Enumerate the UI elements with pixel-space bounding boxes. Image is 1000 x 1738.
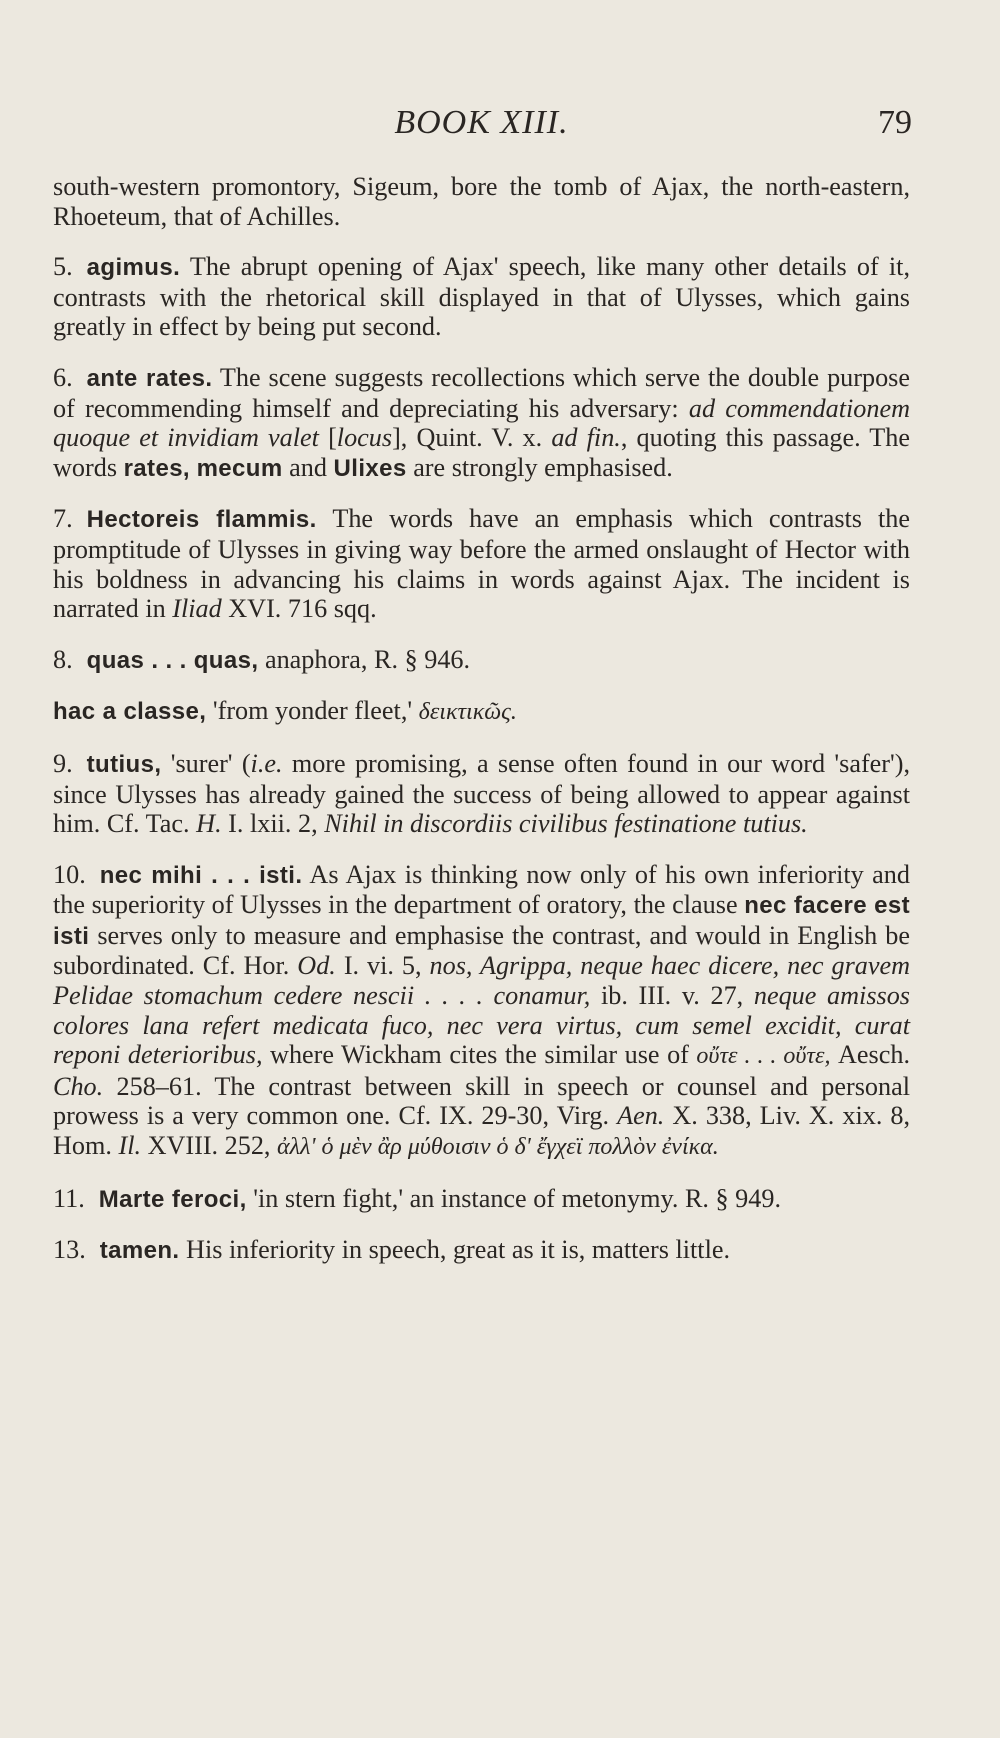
bold-term: mecum — [196, 454, 283, 482]
note-text: serves only to measure and emphasise the contrast, and would in English be subordinated. Cf. Hor. — [53, 920, 910, 981]
note-text: Aesch. — [838, 1040, 911, 1070]
note-hac-a-classe — [53, 696, 910, 728]
note-text: I. lxii. 2, — [228, 809, 318, 839]
note-number: 8. — [53, 644, 73, 674]
note-text: where Wickham cites the similar use of — [270, 1040, 689, 1070]
note-lemma: hac a classe, — [53, 698, 207, 726]
page-header — [53, 104, 910, 148]
note-text: , quoting this passage. The words — [53, 423, 910, 482]
note-11 — [53, 1184, 910, 1215]
note-10 — [53, 860, 910, 1163]
bold-term: Ulixes — [333, 454, 407, 482]
note-9 — [53, 749, 910, 839]
note-text: ib. III. v. 27, — [600, 981, 744, 1011]
note-text: 'in stern fight,' an instance of metonymy. R. § 949. — [253, 1183, 781, 1213]
note-lemma: tutius, — [86, 750, 162, 778]
note-lemma: nec mihi . . . isti. — [99, 861, 303, 889]
note-text: 'from yonder fleet,' — [212, 696, 413, 726]
note-text: more promising, a sense often found in our word 'safer'), since Ulysses has already gained the success of being allowed to appear against him. Cf. Tac. — [53, 748, 910, 839]
running-head: BOOK XIII. — [394, 104, 569, 141]
note-text: The words have an emphasis which contrasts the promptitude of Ulysses in giving way before the armed onslaught of Hector with his boldness in advancing his claims in words against Ajax. The incident is narrated in — [53, 504, 911, 624]
note-6 — [53, 363, 910, 483]
work-title: Iliad — [172, 594, 222, 624]
note-lemma: quas . . . quas, — [86, 646, 259, 674]
note-text: 258–61. The contrast between skill in speech or counsel and personal prowess is a very common one. Cf. IX. 29-30, Virg. — [53, 1071, 910, 1131]
note-text: [ — [328, 423, 337, 453]
note-text: ], Quint. V. x. — [392, 423, 543, 453]
note-lemma: Hectoreis flammis. — [86, 506, 317, 534]
note-lemma: tamen. — [99, 1237, 180, 1265]
work-title: Od. — [297, 951, 336, 981]
note-text: As Ajax is thinking now only of his own inferiority and the superiority of Ulysses in the department of oratory, the clause — [53, 859, 910, 920]
note-7 — [53, 504, 910, 623]
latin-word: locus — [336, 423, 393, 453]
note-text: His inferiority in speech, great as it is, matters little. — [186, 1235, 731, 1265]
latin-quote: Nihil in discordiis civilibus festinatione tutius. — [324, 809, 808, 839]
commentary-body — [53, 172, 910, 1287]
latin-abbrev: ad fin. — [551, 423, 621, 453]
work-title: Aen. — [617, 1101, 665, 1131]
page-number: 79 — [878, 104, 912, 141]
work-title: Il. — [118, 1131, 142, 1161]
greek-phrase: οὔτε . . . οὔτε, — [696, 1043, 831, 1070]
note-text: XVI. 716 sqq. — [228, 594, 377, 624]
work-title: Cho. — [53, 1071, 104, 1101]
greek-word: δεικτικῶς. — [418, 699, 517, 726]
note-text: XVIII. 252, — [147, 1131, 271, 1161]
note-lemma: ante rates. — [86, 364, 213, 392]
note-13 — [53, 1235, 910, 1266]
note-number: 9. — [53, 748, 73, 778]
latin-quote: ad commendationem quoque et invidiam valet — [53, 393, 910, 453]
note-number: 10. — [53, 859, 86, 889]
note-8 — [53, 645, 910, 676]
latin-quote: neque amissos colores lana refert medicata fuco, nec vera virtus, cum semel excidit, curat reponi deterioribus, — [53, 981, 911, 1070]
paragraph-text: south-western promontory, Sigeum, bore the tomb of Ajax, the north-eastern, Rhoeteum, that of Achilles. — [53, 172, 910, 231]
bold-term: nec facere est isti — [53, 892, 911, 950]
note-text: X. 338, Liv. X. xix. 8, Hom. — [53, 1101, 911, 1161]
note-number: 6. — [53, 362, 73, 392]
note-text: The scene suggests recollections which serve the double purpose of recommending himself and depreciating his adversary: — [53, 362, 910, 423]
bold-term: rates, — [123, 454, 191, 482]
work-title: H. — [196, 809, 222, 839]
note-text: 'surer' ( — [170, 748, 251, 778]
note-5 — [53, 252, 910, 342]
note-text: The abrupt opening of Ajax' speech, like many other details of it, contrasts with the rhetorical skill displayed in that of Ulysses, which gains greatly in effect by being put second. — [53, 252, 911, 342]
note-lemma: Marte feroci, — [98, 1185, 247, 1213]
note-number: 5. — [53, 252, 73, 282]
note-lemma: agimus. — [86, 254, 181, 282]
note-number: 11. — [53, 1183, 85, 1213]
note-text: I. vi. 5, — [343, 951, 422, 981]
note-text: anaphora, R. § 946. — [264, 644, 471, 674]
latin-abbrev: i.e. — [250, 748, 283, 778]
note-text: and — [289, 452, 327, 482]
continued-paragraph — [53, 172, 910, 231]
latin-quote: nos, Agrippa, neque haec dicere, nec gravem Pelidae stomachum cedere nescii . . . . conamur, — [53, 951, 911, 1011]
greek-phrase: ἀλλ' ὁ μὲν ἂρ μύθοισιν ὁ δ' ἔγχεϊ πολλὸν ἐνίκα. — [277, 1134, 719, 1161]
note-number: 13. — [53, 1235, 86, 1265]
note-number: 7. — [53, 504, 73, 534]
note-text: are strongly emphasised. — [413, 452, 673, 482]
